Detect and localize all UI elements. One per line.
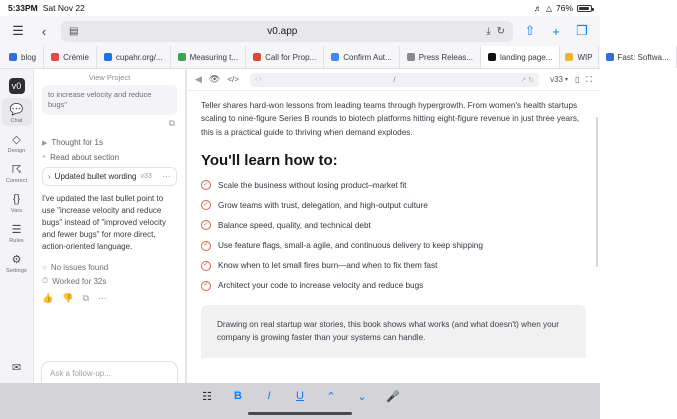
read-section-row[interactable] <box>42 150 177 167</box>
tab-label: Press Releas... <box>418 52 473 62</box>
list-item-label: Use feature flags, small-a agile, and continuous delivery to keep shipping <box>218 241 483 251</box>
list-item <box>201 200 586 211</box>
list-item-label: Grow teams with trust, delegation, and high-output culture <box>218 200 428 210</box>
mail-icon: ✉ <box>11 361 22 374</box>
new-tab-button[interactable]: + <box>552 23 560 39</box>
left-rail <box>0 69 34 419</box>
tab-favicon <box>488 53 496 61</box>
rail-item-mail[interactable] <box>2 356 32 377</box>
no-issues-row <box>42 261 177 274</box>
clock-icon: ⏱ <box>42 276 49 286</box>
format-icon[interactable]: ☷ <box>202 390 212 403</box>
sidebar-item-rules[interactable] <box>2 218 32 246</box>
status-bar <box>0 0 600 16</box>
check-icon: ○ <box>42 263 47 273</box>
eye-icon[interactable]: 👁 <box>208 74 221 84</box>
read-section-label: Read about section <box>50 153 120 163</box>
check-circle-icon: ✓ <box>201 281 211 291</box>
tab-label: cupahr.org/... <box>115 52 163 62</box>
view-project-label[interactable]: View Project <box>88 73 131 82</box>
sidebar-icon[interactable]: ☰ <box>12 23 24 38</box>
sidebar-item-label: Rules <box>9 238 24 244</box>
preview-scrollbar[interactable] <box>596 117 599 267</box>
app-body <box>0 69 600 419</box>
chevron-right-icon: ▶ <box>42 139 48 147</box>
tab-favicon <box>104 53 112 61</box>
preview-heading: You'll learn how to: <box>201 151 338 169</box>
check-circle-icon: ✓ <box>201 180 211 190</box>
tab-call-for-proposals[interactable] <box>246 46 324 68</box>
tab-label: landing page... <box>499 52 553 62</box>
back-button[interactable]: ‹ <box>41 23 47 39</box>
share-icon[interactable]: ⇧ <box>524 23 536 38</box>
tab-cupahr[interactable] <box>97 46 171 68</box>
tab-strip[interactable] <box>0 46 669 68</box>
status-time: 5:33PM <box>8 3 38 13</box>
sidebar-item-label: Vars <box>10 208 23 214</box>
microphone-icon[interactable]: 🎤 <box>386 390 400 403</box>
preview-url-bar[interactable] <box>250 73 539 87</box>
external-link-icon[interactable]: ↗ ↻ <box>520 76 535 84</box>
ellipsis-icon[interactable]: ⋯ <box>162 172 171 182</box>
tab-favicon <box>565 53 573 61</box>
design-icon: ◇ <box>12 133 21 146</box>
url-text: v0.app <box>267 25 298 37</box>
italic-button[interactable]: I <box>267 390 271 402</box>
list-item-label: Know when to let small fires burn—and when to fix them fast <box>218 261 438 271</box>
sidebar-item-vars[interactable] <box>2 188 32 216</box>
tab-confirm-auth[interactable] <box>324 46 399 68</box>
device-icon[interactable]: ▯ <box>574 75 580 84</box>
tab-label: Crémie <box>63 52 89 62</box>
tab-measuring[interactable] <box>171 46 246 68</box>
sidebar-item-label: Design <box>7 148 26 154</box>
connect-icon: ☈ <box>11 163 22 176</box>
chevron-down-icon[interactable]: ⌄ <box>357 390 367 403</box>
tab-label: WIP <box>577 52 593 62</box>
underline-button[interactable]: U <box>296 390 304 402</box>
tab-favicon <box>331 53 339 61</box>
page-settings-icon[interactable]: ▤ <box>69 25 79 37</box>
battery-icon <box>577 5 592 12</box>
preview-callout: Drawing on real startup war stories, this book shows what works (and what doesn't) when your company is growing faster than your systems can handle. <box>201 305 586 358</box>
tab-favicon <box>253 53 261 61</box>
ellipsis-icon[interactable]: ⋯ <box>97 293 107 304</box>
tab-label: Confirm Aut... <box>343 52 392 62</box>
list-item-label: Balance speed, quality, and technical debt <box>218 220 371 230</box>
check-circle-icon: ✓ <box>201 200 211 210</box>
tab-wip[interactable] <box>560 46 598 68</box>
accessory-buttons <box>0 383 600 409</box>
worked-for-row <box>42 274 177 288</box>
variables-icon: {} <box>12 193 21 205</box>
chat-scroll-area[interactable] <box>34 69 185 355</box>
headphones-icon: ♬ <box>533 3 542 13</box>
tab-label: Call for Prop... <box>265 52 317 62</box>
thumbs-down-icon[interactable]: 👎 <box>62 293 74 304</box>
tab-favicon <box>178 53 186 61</box>
browser-toolbar <box>0 16 600 46</box>
bold-button[interactable]: B <box>234 390 242 402</box>
tab-favicon <box>606 53 614 61</box>
tab-fast-software[interactable] <box>599 46 677 68</box>
list-item <box>201 180 586 191</box>
tab-cremie[interactable] <box>44 46 97 68</box>
wifi-icon: △ <box>545 3 552 13</box>
keyboard-accessory-bar <box>0 383 600 419</box>
chevron-up-icon[interactable]: ⌃ <box>326 390 336 403</box>
sidebar-item-settings[interactable] <box>2 248 32 276</box>
worked-for-label: Worked for 32s <box>52 276 107 286</box>
copy-icon[interactable]: ⧉ <box>82 293 89 304</box>
nav-arrows-icon[interactable]: ‹ › <box>254 76 262 83</box>
thought-label: Thought for 1s <box>51 138 103 148</box>
code-icon[interactable]: </> <box>227 75 239 84</box>
tab-landing-page[interactable] <box>481 46 561 68</box>
tab-overview-button[interactable]: ❐ <box>576 23 588 38</box>
thumbs-up-icon[interactable]: 👍 <box>42 293 54 304</box>
check-circle-icon: ✓ <box>201 261 211 271</box>
address-bar[interactable] <box>61 21 513 42</box>
assistant-message: I've updated the last bullet point to use "increase velocity and reduce bugs" instead of "improved velocity and fewer bugs" for more direct, action-oriented language. <box>42 194 166 252</box>
copy-icon[interactable]: ⧉ <box>168 118 175 129</box>
expand-icon[interactable]: ⛶ <box>586 74 592 84</box>
no-issues-label: No issues found <box>50 263 109 273</box>
list-item <box>201 280 586 291</box>
tab-label: Fast: Softwa... <box>617 52 669 62</box>
list-item <box>201 260 586 271</box>
tab-favicon <box>51 53 59 61</box>
update-card-version: v33 <box>140 173 152 181</box>
sidebar-item-label: Chat <box>10 118 23 124</box>
tab-label: blog <box>21 52 37 62</box>
quoted-text: to increase velocity and reduce bugs" <box>42 85 177 115</box>
version-selector[interactable] <box>550 75 568 84</box>
chat-panel <box>34 69 186 419</box>
rules-icon: ☰ <box>11 223 22 236</box>
arrow-right-icon: › <box>48 172 51 182</box>
preview-back-icon[interactable]: ◀ <box>195 74 202 84</box>
tab-blog[interactable] <box>2 46 44 68</box>
sidebar-item-design[interactable] <box>2 128 32 156</box>
sidebar-item-chat[interactable] <box>2 98 32 126</box>
preview-bullet-list <box>201 180 586 291</box>
list-item-label: Architect your code to increase velocity and reduce bugs <box>218 281 424 291</box>
reaction-row <box>42 288 177 304</box>
follow-up-input[interactable]: Ask a follow-up... <box>50 369 111 378</box>
status-date: Sat Nov 22 <box>42 3 85 13</box>
check-circle-icon: ✓ <box>201 220 211 230</box>
tab-label: Measuring t... <box>189 52 239 62</box>
preview-panel <box>186 69 600 419</box>
check-circle-icon: ✓ <box>201 241 211 251</box>
download-icon[interactable]: ⤓ <box>486 25 491 37</box>
home-indicator <box>248 412 352 415</box>
sidebar-item-label: Connect <box>5 178 28 184</box>
thought-row[interactable] <box>42 135 177 150</box>
list-item <box>201 240 586 251</box>
rail-item-logo[interactable] <box>2 75 32 96</box>
chevron-down-icon: ▾ <box>564 77 568 83</box>
tab-press-release[interactable] <box>400 46 481 68</box>
version-label: v33 <box>550 75 563 84</box>
plus-icon: + <box>42 154 47 162</box>
battery-percent: 76% <box>555 3 573 13</box>
list-item-label: Scale the business without losing product–market fit <box>218 180 407 190</box>
preview-path: / <box>393 75 396 84</box>
update-card[interactable] <box>42 167 177 186</box>
preview-lead-paragraph: Teller shares hard-won lessons from leading teams through hypergrowth. From women's health startups scaling to nine-figure Series B rounds to biotech platforms hitting eight-figure revenue in just three years, this is a practical guide to thriving when demand explodes. <box>201 101 580 137</box>
app-logo-icon: v0 <box>9 78 25 94</box>
settings-icon: ⚙ <box>11 253 22 266</box>
preview-content <box>187 91 600 419</box>
tab-favicon <box>9 53 17 61</box>
tab-favicon <box>407 53 415 61</box>
sidebar-item-label: Settings <box>6 268 27 274</box>
sidebar-item-connect[interactable] <box>2 158 32 186</box>
preview-toolbar <box>187 69 600 91</box>
update-card-title: Updated bullet wording <box>54 172 137 182</box>
chat-icon: 💬 <box>9 103 24 116</box>
reload-icon[interactable]: ↻ <box>496 25 505 37</box>
list-item <box>201 220 586 231</box>
browser-chrome <box>0 16 669 69</box>
